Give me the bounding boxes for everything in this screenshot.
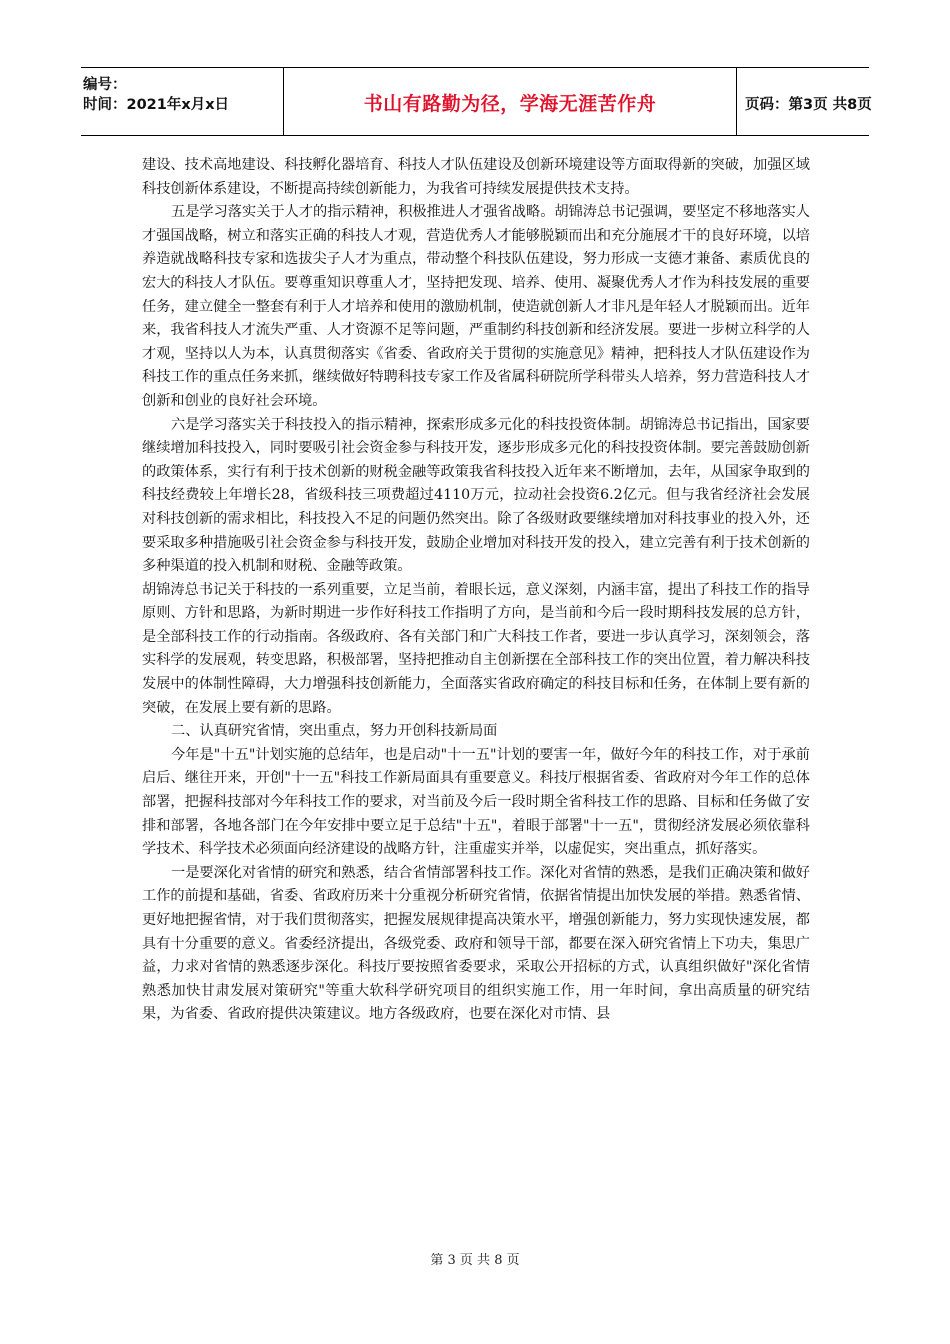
page-footer: 第 3 页 共 8 页 [430, 1253, 520, 1268]
header-slogan: 书山有路勤为径，学海无涯苦作舟 [363, 93, 657, 115]
paragraph: 六是学习落实关于科技投入的指示精神，探索形成多元化的科技投资体制。胡锦涛总书记指出，国家要继续增加科技投入，同时要吸引社会资金参与科技开发，逐步形成多元化的科技投资体制。要完善鼓励创新的政策体系，实行有利于技术创新的财税金融等政策我省科技投入近年来不断增加，去年，从国家争取到的科技经费较上年增长28，省级科技三项费超过4110万元，拉动社会投资6.2亿元。但与我省经济社会发展对科技创新的需求相比，科技投入不足的问题仍然突出。除了各级财政要继续增加对科技事业的投入外，还要采取多种措施吸引社会资金参与科技开发，鼓励企业增加对科技开发的投入，建立完善有利于技术创新的多种渠道的投入机制和财税、金融等政策。 [142, 416, 810, 575]
document-body [142, 154, 810, 1027]
section-heading: 二、认真研究省情，突出重点，努力开创科技新局面 [171, 723, 498, 740]
header-meta-cell [81, 68, 283, 135]
document-number-label: 编号： [83, 77, 127, 93]
header-slogan-cell [283, 68, 737, 135]
page-header [81, 67, 872, 136]
paragraph: 一是要深化对省情的研究和熟悉，结合省情部署科技工作。深化对省情的熟悉，是我们正确决策和做好工作的前提和基础，省委、省政府历来十分重视分析研究省情，依据省情提出加快发展的举措。熟悉省情、更好地把握省情，对于我们贯彻落实，把握发展规律提高决策水平，增强创新能力，努力实现快速发展，都具有十分重要的意义。省委经济提出，各级党委、政府和领导干部，都要在深入研究省情上下功夫，集思广益，力求对省情的熟悉逐步深化。科技厅要按照省委要求，采取公开招标的方式，认真组织做好"深化省情熟悉加快甘肃发展对策研究"等重大软科学研究项目的组织实施工作，用一年时间，拿出高质量的研究结果，为省委、省政府提供决策建议。地方各级政府，也要在深化对市情、县 [142, 864, 810, 1023]
paragraph: 今年是"十五"计划实施的总结年，也是启动"十一五"计划的要害一年，做好今年的科技工作，对于承前启后、继往开来，开创"十一五"科技工作新局面具有重要意义。科技厅根据省委、省政府对今年工作的总体部署，把握科技部对今年科技工作的要求，对当前及今后一段时期全省科技工作的思路、目标和任务做了安排和部署，各地各部门在今年安排中要立足于总结"十五"，着眼于部署"十一五"，贯彻经济发展必须依靠科学技术、科学技术必须面向经济建设的战略方针，注重虚实并举，以虚促实，突出重点，抓好落实。 [142, 746, 810, 858]
header-page-cell [736, 68, 872, 135]
paragraph: 五是学习落实关于人才的指示精神，积极推进人才强省战略。胡锦涛总书记强调，要坚定不移地落实人才强国战略，树立和落实正确的科技人才观，营造优秀人才能够脱颖而出和充分施展才干的良好环境，以培养造就战略科技专家和选拔尖子人才为重点，带动整个科技队伍建设，努力形成一支德才兼备、素质优良的宏大的科技人才队伍。要尊重知识尊重人才，坚持把发现、培养、使用、凝聚优秀人才作为科技发展的重要任务，建立健全一整套有利于人才培养和使用的激励机制，使造就创新人才非凡是年轻人才脱颖而出。近年来，我省科技人才流失严重、人才资源不足等问题，严重制约科技创新和经济发展。要进一步树立科学的人才观，坚持以人为本，认真贯彻落实《省委、省政府关于贯彻的实施意见》精神，把科技人才队伍建设作为科技工作的重点任务来抓，继续做好特聘科技专家工作及省属科研院所学科带头人培养，努力营造科技人才创新和创业的良好社会环境。 [142, 204, 810, 409]
header-page-info: 页码：第3页 共8页 [745, 97, 872, 113]
paragraph: 建设、技术高地建设、科技孵化器培育、科技人才队伍建设及创新环境建设等方面取得新的突破，加强区域科技创新体系建设，不断提高持续创新能力，为我省可持续发展提供技术支持。 [142, 157, 810, 197]
document-date-label: 时间：2021年x月x日 [83, 97, 230, 113]
paragraph: 胡锦涛总书记关于科技的一系列重要，立足当前，着眼长远，意义深刻，内涵丰富，提出了科技工作的指导原则、方针和思路，为新时期进一步作好科技工作指明了方向，是当前和今后一段时期科技发展的总方针，是全部科技工作的行动指南。各级政府、各有关部门和广大科技工作者，要进一步认真学习，深刻领会，落实科学的发展观，转变思路，积极部署，坚持把推动自主创新摆在全部科技工作的突出位置，着力解决科技发展中的体制性障碍，大力增强科技创新能力，全面落实省政府确定的科技目标和任务，在体制上要有新的突破，在发展上要有新的思路。 [142, 581, 810, 716]
